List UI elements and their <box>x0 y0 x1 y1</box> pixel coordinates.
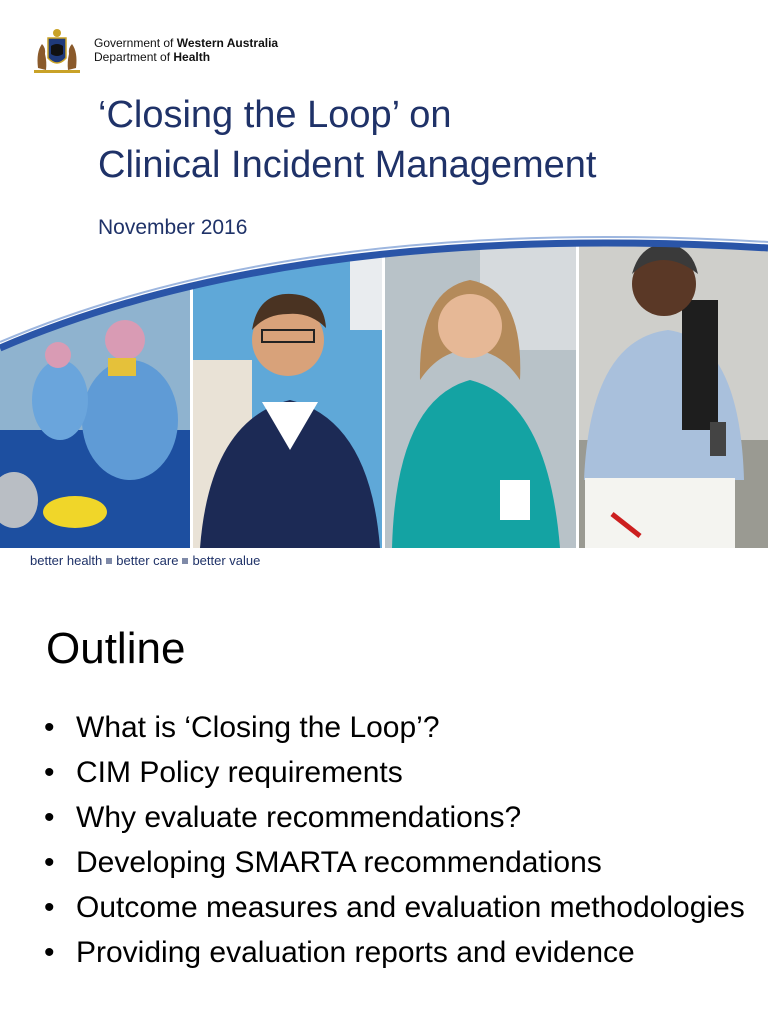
tagline-part-3: better value <box>192 553 261 568</box>
bullet-icon: • <box>44 891 55 924</box>
bullet-icon: • <box>44 936 55 969</box>
government-logo <box>28 24 278 76</box>
list-item <box>40 800 750 836</box>
gov-line2-prefix: Department of <box>94 50 174 64</box>
list-item <box>40 755 750 791</box>
bullet-text: What is ‘Closing the Loop’? <box>76 711 440 744</box>
bullet-icon: • <box>44 711 55 744</box>
bullet-text: Developing SMARTA recommendations <box>76 846 602 879</box>
title-line-2: Clinical Incident Management <box>98 144 597 186</box>
outline-list <box>40 710 750 980</box>
bullet-icon: • <box>44 846 55 879</box>
bullet-text: Outcome measures and evaluation methodologies <box>76 891 745 924</box>
list-item <box>40 890 750 926</box>
tagline-part-1: better health <box>30 553 103 568</box>
bullet-icon: • <box>44 801 55 834</box>
list-item <box>40 710 750 746</box>
gov-line1-bold: Western Australia <box>176 36 279 50</box>
slide-title <box>98 90 597 190</box>
list-item <box>40 935 750 971</box>
tagline <box>30 553 260 568</box>
wa-crest-icon <box>28 24 86 76</box>
bullet-text: Why evaluate recommendations? <box>76 801 522 834</box>
presentation-date: November 2016 <box>98 216 248 239</box>
separator-dot-icon <box>182 558 188 564</box>
tagline-part-2: better care <box>116 553 179 568</box>
gov-line1-prefix: Government of <box>94 36 177 50</box>
bullet-text: Providing evaluation reports and evidence <box>76 936 635 969</box>
separator-dot-icon <box>106 558 112 564</box>
gov-line2-bold: Health <box>173 50 211 64</box>
title-line-1: ‘Closing the Loop’ on <box>98 94 452 136</box>
outline-slide <box>0 586 768 1024</box>
bullet-text: CIM Policy requirements <box>76 756 403 789</box>
staff-photo-banner <box>0 230 768 548</box>
bullet-icon: • <box>44 756 55 789</box>
list-item <box>40 845 750 881</box>
outline-heading: Outline <box>46 624 186 673</box>
